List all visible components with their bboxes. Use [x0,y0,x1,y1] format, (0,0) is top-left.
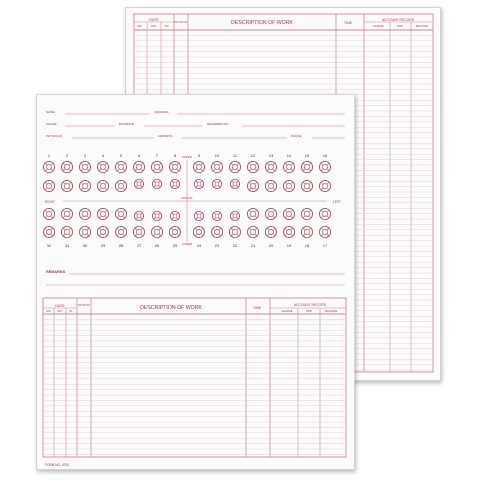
tooth-icon [61,208,72,219]
tooth-icon [211,226,222,237]
tooth-icon [61,226,72,237]
tooth-icon [247,180,258,191]
tooth-icon [43,208,54,219]
estimate-label: ESTIMATE [119,122,134,126]
tooth-icon [230,179,239,188]
tooth-icon [301,161,312,172]
description-header: DESCRIPTION OF WORK [140,305,202,311]
tooth-number-upper: 14 [286,153,292,158]
account-col-balance: BALANCE [415,25,429,28]
tooth-number-upper: 1 [47,153,51,158]
tooth-number-lower: 28 [118,243,124,248]
tooth-number-upper: 8 [173,153,177,158]
name-label: NAME [46,110,55,114]
tooth-icon [212,179,221,188]
tooth-icon [283,226,294,237]
tooth-icon [151,161,162,172]
tooth-icon [134,211,143,220]
time-header: TIME [343,21,353,25]
left-label: LEFT [333,200,341,204]
tooth-icon [283,208,294,219]
tooth-icon [170,179,179,188]
tooth-icon [194,179,203,188]
tooth-icon [247,226,258,237]
tooth-icon [230,211,239,220]
lower-label: LOWER [181,242,193,246]
tooth-number-lower: 30 [82,243,88,248]
physician-label: PHYSICIAN [46,134,63,138]
tooth-number-lower: 25 [172,243,178,248]
description-header: DESCRIPTION OF WORK [231,20,293,26]
tooth-number-upper: 6 [137,153,141,158]
tooth-icon [283,161,294,172]
upper-label: UPPER [182,155,192,159]
tooth-icon [97,161,108,172]
tooth-icon [283,180,294,191]
tooth-icon [151,226,162,237]
tooth-number-upper: 3 [83,153,87,158]
tooth-number-lower: 23 [214,243,220,248]
account-col-charge: CHARGE [372,25,384,28]
tooth-icon [152,179,161,188]
tooth-icon [193,226,204,237]
tooth-icon [61,180,72,191]
tooth-number-upper: 16 [322,153,328,158]
tooth-number-lower: 27 [136,243,142,248]
tooth-icon [319,208,330,219]
tooth-number-upper: 9 [197,153,201,158]
tooth-number-lower: 24 [196,243,202,248]
account-header: ACCOUNT RECORD [293,303,327,307]
tooth-icon [115,226,126,237]
account-col-charge: CHARGE [281,310,293,313]
tooth-icon [247,208,258,219]
record-sheet-front [36,94,355,470]
tooth-number-lower: 31 [64,243,70,248]
account-col-paid: PAID [397,25,403,28]
tooth-number-upper: 2 [65,153,69,158]
tooth-icon [133,226,144,237]
tooth-icon [301,226,312,237]
account-col-paid: PAID [306,310,312,313]
tooth-icon [319,226,330,237]
date-header: DATE [55,304,65,308]
tooth-icon [134,179,143,188]
tooth-number-upper: 15 [304,153,310,158]
address2-label: ADDRESS [158,134,173,138]
tooth-icon [211,161,222,172]
tooth-icon [265,226,276,237]
tooth-icon [170,211,179,220]
tooth-number-lower: 20 [268,243,274,248]
tooth-icon [79,161,90,172]
phone-label: PHONE [46,122,57,126]
tooth-icon [194,211,203,220]
tooth-icon [193,161,204,172]
time-header: TIME [252,306,262,310]
tooth-icon [301,208,312,219]
tooth-icon [133,161,144,172]
date-col-year: YR. [164,24,170,28]
tooth-number-lower: 32 [46,243,52,248]
tooth-number-lower: 29 [100,243,106,248]
tooth-no-header: TOOTH NO. [173,21,189,24]
tooth-icon [97,208,108,219]
date-header: DATE [149,18,159,22]
tooth-icon [43,180,54,191]
tooth-icon [229,161,240,172]
tooth-number-lower: 22 [232,243,238,248]
tooth-icon [169,161,180,172]
tooth-icon [79,180,90,191]
phone2-label: PHONE [291,134,302,138]
tooth-icon [152,211,161,220]
tooth-icon [301,180,312,191]
tooth-number-upper: 11 [232,153,238,158]
dental-chart-form [37,95,356,471]
tooth-number-upper: 4 [101,153,105,158]
tooth-icon [212,211,221,220]
tooth-icon [97,180,108,191]
lingual-label: LINGUAL [181,196,193,200]
tooth-icon [265,180,276,191]
tooth-icon [97,226,108,237]
tooth-number-upper: 10 [214,153,220,158]
date-col-day: DAY [151,24,157,28]
tooth-icon [115,161,126,172]
tooth-icon [115,180,126,191]
tooth-number-lower: 21 [250,243,256,248]
table-border [43,298,346,457]
tooth-number-lower: 26 [154,243,160,248]
date-col-month: MO. [46,310,52,313]
date-col-year: YR. [68,310,74,313]
tooth-icon [43,226,54,237]
tooth-number-upper: 12 [250,153,256,158]
date-col-month: MO. [137,24,143,28]
tooth-icon [79,226,90,237]
tooth-number-lower: 19 [286,243,292,248]
tooth-icon [319,180,330,191]
tooth-icon [247,161,258,172]
tooth-icon [319,161,330,172]
tooth-icon [115,208,126,219]
tooth-number-upper: 5 [119,153,123,158]
tooth-icon [265,161,276,172]
tooth-number-upper: 13 [268,153,274,158]
remarks-label: REMARKS [46,270,66,274]
tooth-icon [229,226,240,237]
tooth-icon [169,226,180,237]
tooth-no-header: TOOTH NO. [77,304,91,307]
tooth-number-lower: 17 [322,243,328,248]
tooth-icon [265,208,276,219]
tooth-icon [61,161,72,172]
account-col-balance: BALANCE [324,310,338,313]
tooth-icon [43,161,54,172]
referred-by-label: REFERRED BY [207,122,229,126]
date-col-day: DAY [57,310,63,313]
right-label: RIGHT [45,200,55,204]
account-header: ACCOUNT RECORD [381,18,415,22]
tooth-number-lower: 18 [304,243,310,248]
tooth-icon [79,208,90,219]
address-label: ADDRESS [154,110,169,114]
form-number: FORM NO. 5700 [45,463,69,467]
tooth-number-upper: 7 [155,153,159,158]
